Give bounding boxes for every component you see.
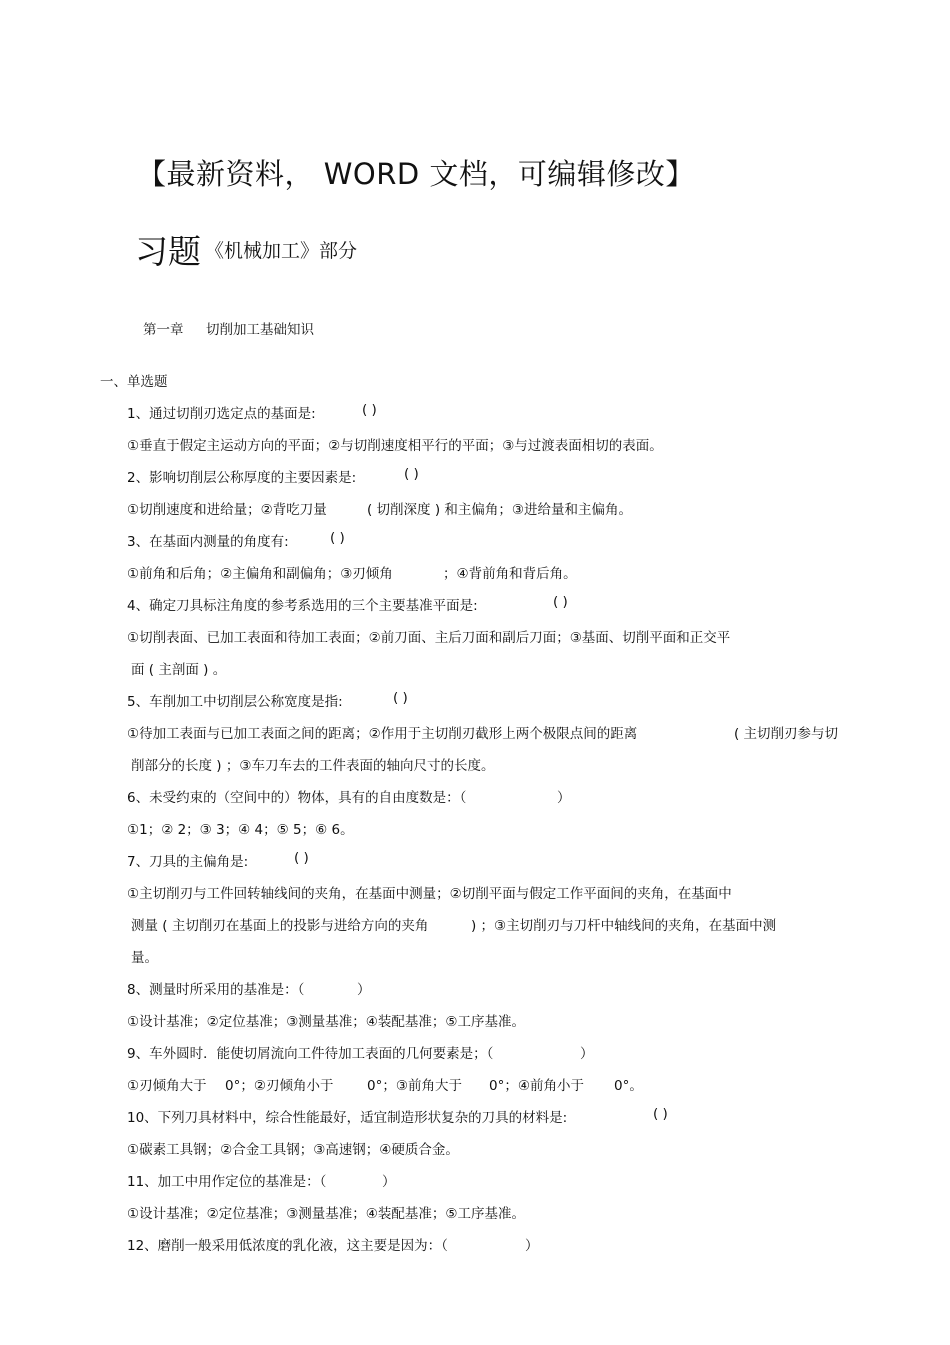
- option-1-value: 0°；②刃倾角小于: [225, 1078, 334, 1094]
- question-5-options-cont: 削部分的长度 ) ；③车刀车去的工件表面的轴向尺寸的长度。: [131, 758, 495, 774]
- answer-blank-close: ）: [580, 1046, 594, 1062]
- options-part-a: ①前角和后角；②主偏角和副偏角；③刃倾角: [127, 566, 393, 582]
- option-4-value: 0°。: [614, 1078, 643, 1094]
- question-stem: 7、刀具的主偏角是:: [127, 854, 249, 870]
- answer-blank: ( ): [553, 594, 568, 610]
- question-1-options: ①垂直于假定主运动方向的平面；②与切削速度相平行的平面；③与过渡表面相切的表面。: [127, 438, 663, 454]
- options-part-b: ) ；③主切削刃与刀杆中轴线间的夹角，在基面中测: [471, 918, 777, 934]
- question-10-options: ①碳素工具钢；②合金工具钢；③高速钢；④硬质合金。: [127, 1142, 459, 1158]
- answer-blank: ( ): [330, 530, 345, 546]
- document-banner: 【最新资料， WORD 文档，可编辑修改】: [137, 157, 695, 191]
- option-1: ①刃倾角大于: [127, 1078, 207, 1094]
- question-stem: 9、车外圆时．能使切屑流向工件待加工表面的几何要素是；（: [127, 1046, 494, 1062]
- option-2-value: 0°；③前角大于: [367, 1078, 462, 1094]
- answer-blank-close: ）: [382, 1174, 396, 1190]
- question-stem: 12、磨削一般采用低浓度的乳化液，这主要是因为：（: [127, 1238, 448, 1254]
- question-7-options: ①主切削刃与工件回转轴线间的夹角，在基面中测量；②切削平面与假定工作平面间的夹角，在基面中: [127, 886, 732, 902]
- question-7-options-end: 量。: [131, 950, 158, 966]
- question-stem: 10、下列刀具材料中，综合性能最好，适宜制造形状复杂的刀具的材料是:: [127, 1110, 568, 1126]
- answer-blank-close: ）: [357, 982, 371, 998]
- options-part-b: ；④背前角和背后角。: [443, 566, 577, 582]
- question-6-options: ①1；② 2；③ 3；④ 4；⑤ 5；⑥ 6。: [127, 822, 354, 838]
- answer-blank-close: ）: [525, 1238, 539, 1254]
- answer-blank: ( ): [653, 1106, 668, 1122]
- option-3-value: 0°；④前角小于: [489, 1078, 584, 1094]
- section-heading: 一、单选题: [100, 374, 168, 390]
- answer-blank: ( ): [404, 466, 419, 482]
- answer-blank: ( ): [362, 402, 377, 418]
- question-stem: 5、车削加工中切削层公称宽度是指:: [127, 694, 343, 710]
- answer-blank: ( ): [294, 850, 309, 866]
- options-part-b: ( 切削深度 ) 和主偏角；③进给量和主偏角。: [367, 502, 633, 518]
- answer-blank-close: ）: [557, 790, 571, 806]
- chapter-number: 第一章: [143, 322, 184, 338]
- page-title: 习题: [135, 232, 201, 271]
- question-4-options-cont: 面 ( 主剖面 ) 。: [131, 662, 227, 678]
- question-8-options: ①设计基准；②定位基准；③测量基准；④装配基准；⑤工序基准。: [127, 1014, 526, 1030]
- options-part-a: 测量 ( 主切削刃在基面上的投影与进给方向的夹角: [131, 918, 429, 934]
- question-stem: 8、测量时所采用的基准是：（: [127, 982, 305, 998]
- options-part-a: ①待加工表面与已加工表面之间的距离；②作用于主切削刃截形上两个极限点间的距离: [127, 726, 638, 742]
- answer-blank: ( ): [393, 690, 408, 706]
- question-11-options: ①设计基准；②定位基准；③测量基准；④装配基准；⑤工序基准。: [127, 1206, 526, 1222]
- page-subtitle: 《机械加工》部分: [205, 240, 358, 262]
- question-stem: 4、确定刀具标注角度的参考系选用的三个主要基准平面是:: [127, 598, 478, 614]
- chapter-name: 切削加工基础知识: [206, 322, 314, 338]
- question-stem: 6、未受约束的（空间中的）物体，具有的自由度数是：（: [127, 790, 467, 806]
- question-stem: 1、通过切削刃选定点的基面是:: [127, 406, 316, 422]
- options-part-a: ①切削速度和进给量；②背吃刀量: [127, 502, 327, 518]
- question-stem: 11、加工中用作定位的基准是：（: [127, 1174, 327, 1190]
- options-part-b: ( 主切削刃参与切: [734, 726, 839, 742]
- question-4-options: ①切削表面、已加工表面和待加工表面；②前刀面、主后刀面和副后刀面；③基面、切削平面和正交平: [127, 630, 731, 646]
- question-stem: 3、在基面内测量的角度有:: [127, 534, 289, 550]
- question-stem: 2、影响切削层公称厚度的主要因素是:: [127, 470, 357, 486]
